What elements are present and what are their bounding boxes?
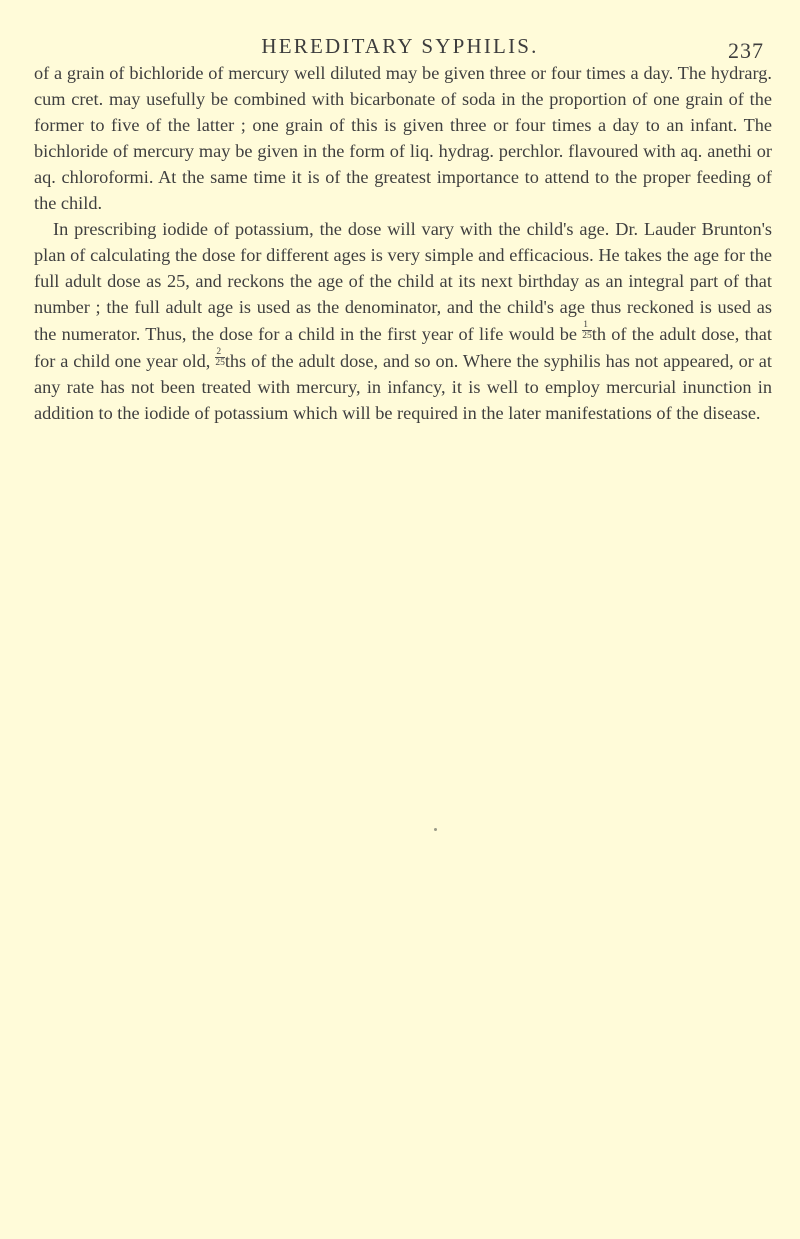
fraction-denominator: 25 (582, 331, 592, 341)
paragraph-2-text-a: In prescribing iodide of potassium, the dose will vary with the child's age. Dr. Lauder Brunton's plan of calculating the dose for different ages is very simple and efficacious. He takes the age for the full adult dose as 25, and reckons the age of the child at its next birthday as an integral part of that number ; the full adult age is used as the denominator, and the child's age thus reckoned is used as the numerator. Thus, the dose for a child in the first year of life would be (34, 219, 772, 344)
page-header (0, 30, 800, 63)
paragraph-2-text-c: ths of the adult dose, and so on. Where the syphilis has not appeared, or at any rate has not been treated with mercury, in infancy, it is well to employ mercurial inunction in addition to the iodide of potassium which will be required in the later manifestations of the disease. (34, 351, 772, 423)
fraction-denominator: 25 (215, 358, 225, 368)
paragraph-1: of a grain of bichloride of mercury well diluted may be given three or four times a day. The hydrarg. cum cret. may usefully be combined with bicarbonate of soda in the proportion of one grain of the former to five of the latter ; one grain of this is given three or four times a day to an infant. The bichloride of mercury may be given in the form of liq. hydrag. perchlor. flavoured with aq. anethi or aq. chloroformi. At the same time it is of the greatest importance to attend to the proper feeding of the child. (34, 63, 772, 213)
paper-speck (434, 828, 437, 831)
fraction-numerator: 2 (215, 347, 225, 358)
body-text (34, 60, 772, 426)
paragraph-2 (34, 216, 772, 426)
running-title: HEREDITARY SYPHILIS. (261, 34, 539, 58)
fraction-one-twentyfifth (582, 320, 592, 341)
fraction-numerator: 1 (582, 320, 592, 331)
fraction-two-twentyfifths (215, 347, 225, 368)
paragraph-2-text-b: th of the adult dose, that for a child one year old, (34, 324, 772, 371)
page-number: 237 (728, 38, 764, 63)
